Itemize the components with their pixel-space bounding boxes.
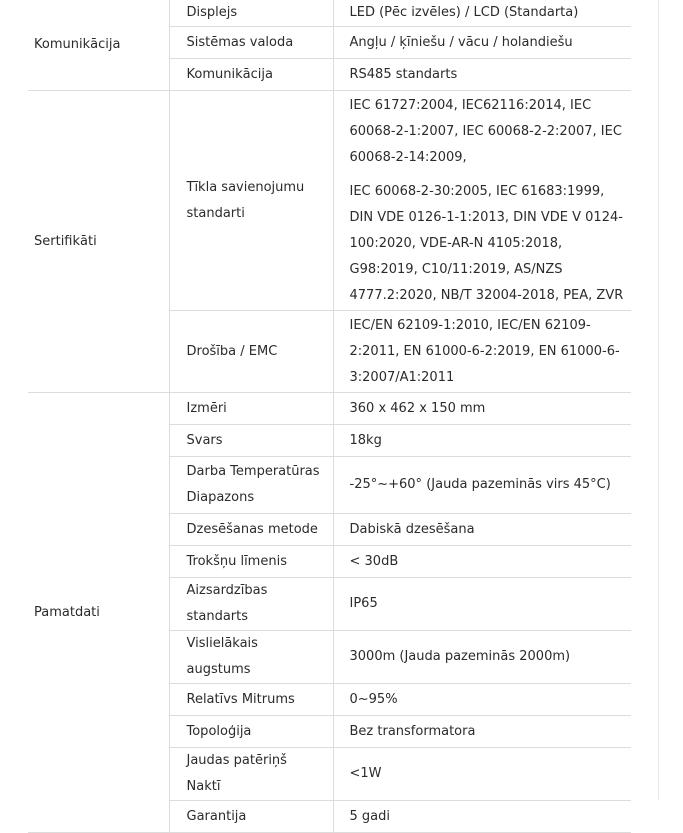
table-row	[28, 91, 631, 311]
row-label-warranty: Garantija	[169, 801, 333, 833]
grid-standards-part1: IEC 61727:2004, IEC62116:2014, IEC 60068-2-1:2007, IEC 60068-2-2:2007, IEC 60068-2-14:2009,	[349, 97, 622, 165]
scroll-edge	[658, 0, 683, 800]
row-label-temperature: Darba Temperatūras Diapazons	[169, 457, 333, 514]
row-value-noise: < 30dB	[333, 546, 631, 578]
row-label-altitude: Vislielākais augstums	[169, 631, 333, 684]
row-label-protection: Aizsardzības standarts	[169, 578, 333, 631]
row-label-topology: Topoloģija	[169, 716, 333, 748]
specifications-table	[28, 0, 631, 833]
group-basic: Pamatdati	[28, 393, 169, 833]
row-label-grid-standards: Tīkla savienojumu standarti	[169, 91, 333, 311]
row-value-altitude: 3000m (Jauda pazeminās 2000m)	[333, 631, 631, 684]
row-value-night-consumption: <1W	[333, 748, 631, 801]
row-label-safety-emc: Drošība / EMC	[169, 311, 333, 393]
table-row	[28, 393, 631, 425]
row-value-protection: IP65	[333, 578, 631, 631]
row-value-topology: Bez transformatora	[333, 716, 631, 748]
grid-standards-part2: IEC 60068-2-30:2005, IEC 61683:1999, DIN VDE 0126-1-1:2013, DIN VDE V 0124-100:2020, VDE-AR-N 4105:2018, G98:2019, C10/11:2019, AS/NZS 4777.2:2020, NB/T 32004-2018, PEA, ZVR	[349, 183, 624, 303]
group-certificates: Sertifikāti	[28, 91, 169, 393]
row-label-noise: Trokšņu līmenis	[169, 546, 333, 578]
row-label-dimensions: Izmēri	[169, 393, 333, 425]
row-label-night-consumption: Jaudas patēriņš Naktī	[169, 748, 333, 801]
row-label-cooling: Dzesēšanas metode	[169, 514, 333, 546]
row-value-weight: 18kg	[333, 425, 631, 457]
row-value-warranty: 5 gadi	[333, 801, 631, 833]
row-value-dimensions: 360 x 462 x 150 mm	[333, 393, 631, 425]
row-value-temperature: -25°~+60° (Jauda pazeminās virs 45°C)	[333, 457, 631, 514]
row-label-system-language: Sistēmas valoda	[169, 27, 333, 59]
row-label-humidity: Relatīvs Mitrums	[169, 684, 333, 716]
group-communication: Komunikācija	[28, 0, 169, 91]
row-label-communication: Komunikācija	[169, 59, 333, 91]
row-value-safety-emc: IEC/EN 62109-1:2010, IEC/EN 62109-2:2011, EN 61000-6-2:2019, EN 61000-6-3:2007/A1:2011	[333, 311, 631, 393]
row-value-humidity: 0~95%	[333, 684, 631, 716]
table-row	[28, 0, 631, 27]
row-value-cooling: Dabiskā dzesēšana	[333, 514, 631, 546]
row-value-system-language: Angļu / ķīniešu / vācu / holandiešu	[333, 27, 631, 59]
row-label-display: Displejs	[169, 0, 333, 27]
row-label-weight: Svars	[169, 425, 333, 457]
row-value-communication: RS485 standarts	[333, 59, 631, 91]
row-value-grid-standards	[333, 91, 631, 311]
row-value-display: LED (Pēc izvēles) / LCD (Standarta)	[333, 0, 631, 27]
